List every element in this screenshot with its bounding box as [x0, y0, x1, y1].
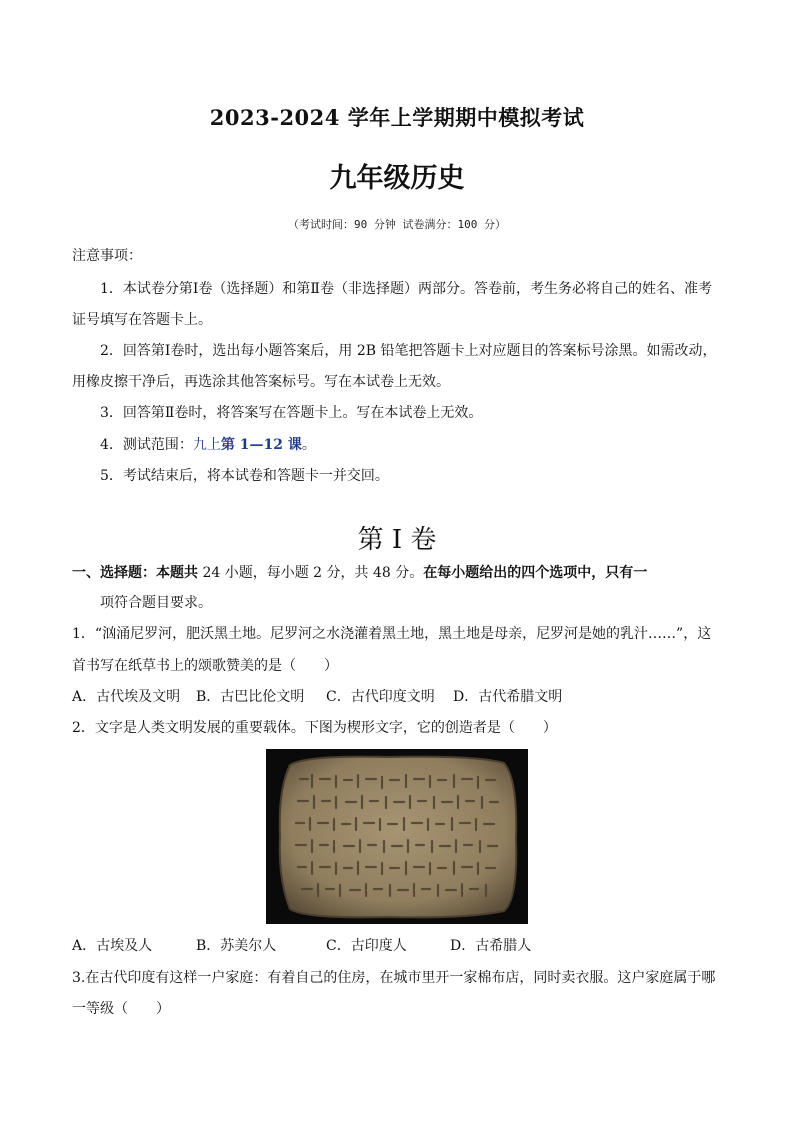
test-scope-lessons: 第 1—12 课 — [220, 437, 302, 453]
note-1-line-2: 证号填写在答题卡上。 — [72, 312, 212, 328]
question-2-line-1: 2．文字是人类文明发展的重要载体。下图为楔形文字，它的创造者是（ ） — [72, 720, 557, 736]
question-3-line-2: 一等级（ ） — [72, 1001, 170, 1017]
subject-title: 九年级历史 — [329, 163, 465, 194]
note-3: 3．回答第Ⅱ卷时，将答案写在答题卡上。写在本试卷上无效。 — [100, 405, 483, 421]
question-1-option-b[interactable]: B．古巴比伦文明 — [196, 689, 305, 705]
note-5: 5．考试结束后，将本试卷和答题卡一并交回。 — [100, 468, 389, 484]
note-2-line-2: 用橡皮擦干净后，再选涂其他答案标号。写在本试卷上无效。 — [72, 374, 450, 390]
instr-prefix: 一、选择题： — [72, 565, 156, 581]
question-2-option-d[interactable]: D．古希腊人 — [450, 938, 532, 954]
exam-title: 2023-2024 学年上学期期中模拟考试 — [209, 105, 585, 130]
question-1-option-c[interactable]: C．古代印度文明 — [326, 689, 435, 705]
section-instructions-line-2: 项符合题目要求。 — [100, 595, 212, 611]
cuneiform-tablet-image — [266, 749, 528, 924]
section-instructions-line-1 — [72, 563, 647, 583]
question-1-option-a[interactable]: A．古代埃及文明 — [72, 689, 181, 705]
question-2-option-b[interactable]: B．苏美尔人 — [196, 938, 277, 954]
note-1-line-1: 1．本试卷分第Ⅰ卷（选择题）和第Ⅱ卷（非选择题）两部分。答卷前，考生务必将自己的姓名、准考 — [100, 281, 712, 297]
note-4-end: 。 — [301, 437, 316, 453]
section-title: 第 I 卷 — [357, 525, 437, 555]
exam-info: （考试时间：90 分钟 试卷满分：100 分） — [288, 218, 506, 231]
instr-mid: 24 小题，每小题 2 分，共 48 分。 — [198, 565, 424, 581]
note-4-label: 4．测试范围： — [100, 437, 193, 453]
instr-bold-1: 本题共 — [156, 565, 198, 581]
test-scope-grade: 九上 — [192, 437, 221, 453]
question-1-option-d[interactable]: D．古代希腊文明 — [453, 689, 563, 705]
note-2-line-1: 2．回答第Ⅰ卷时，选出每小题答案后，用 2B 铅笔把答题卡上对应题目的答案标号涂黑。如需改动， — [100, 343, 717, 359]
question-2-option-a[interactable]: A．古埃及人 — [72, 938, 153, 954]
notes-heading: 注意事项： — [72, 248, 142, 264]
question-3-line-1: 3.在古代印度有这样一户家庭：有着自己的住房，在城市里开一家棉布店，同时卖衣服。这户家庭属于哪 — [72, 970, 716, 986]
question-1-line-1: 1．“汹涌尼罗河，肥沃黑土地。尼罗河之水浇灌着黑土地，黑土地是母亲，尼罗河是她的乳汁……”，这 — [72, 626, 712, 642]
question-2-option-c[interactable]: C．古印度人 — [326, 938, 407, 954]
instr-bold-2: 在每小题给出的四个选项中，只有一 — [423, 565, 648, 581]
question-1-line-2: 首书写在纸草书上的颂歌赞美的是（ ） — [72, 658, 338, 674]
note-4 — [100, 435, 316, 455]
